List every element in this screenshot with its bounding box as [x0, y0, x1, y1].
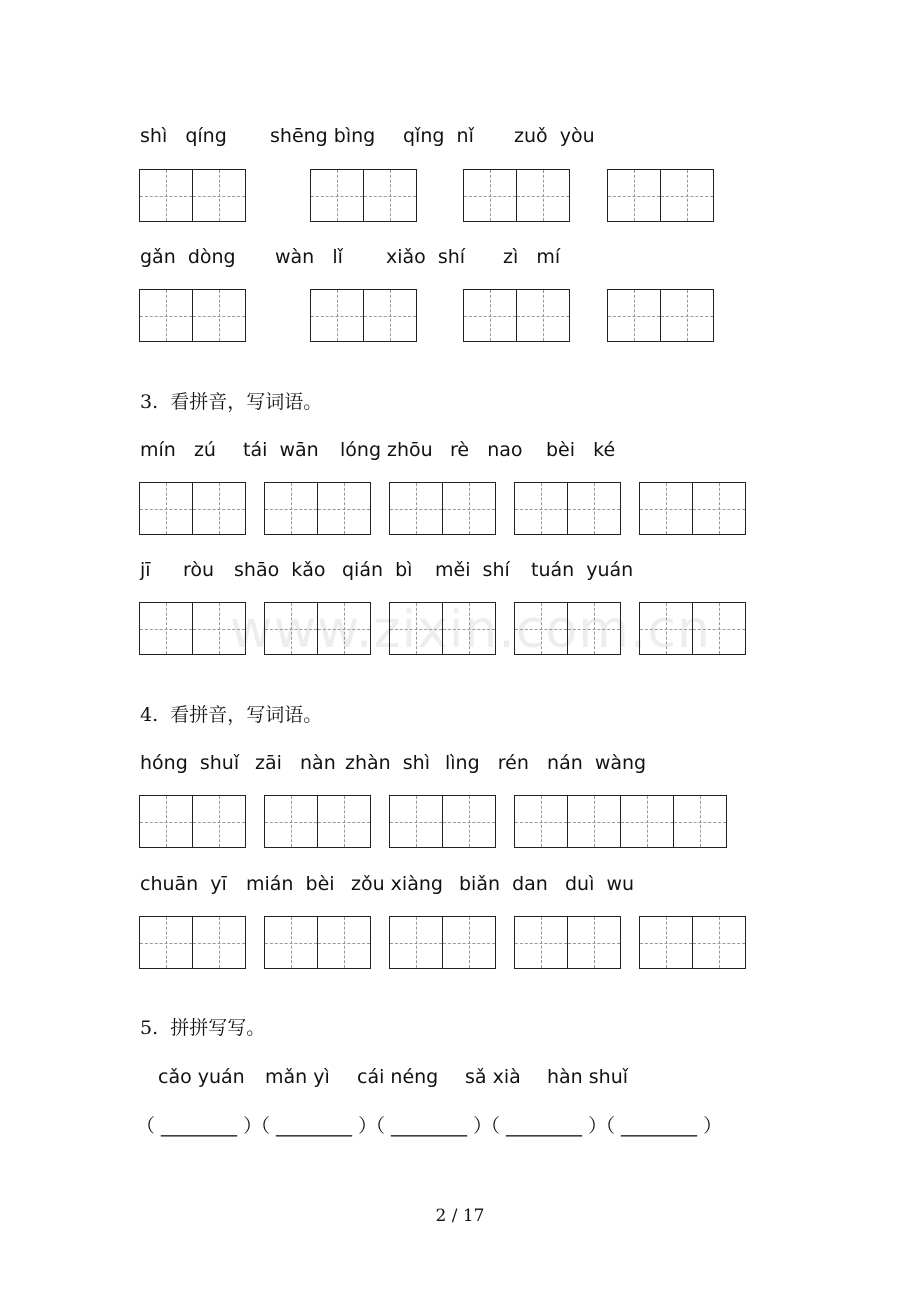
- writing-cell[interactable]: [692, 916, 746, 969]
- pinyin-label: wàn lǐ: [275, 246, 343, 268]
- writing-grid[interactable]: [514, 916, 621, 969]
- writing-grid[interactable]: [139, 795, 246, 848]
- pinyin-label: lóng zhōu: [340, 439, 433, 461]
- pinyin-label: qǐng nǐ: [403, 125, 474, 147]
- answer-blank[interactable]: （ ________ ）: [251, 1115, 378, 1137]
- answer-blank[interactable]: （ ________ ）: [366, 1115, 493, 1137]
- writing-grid[interactable]: [264, 482, 371, 535]
- pinyin-label: mǎn yì: [265, 1066, 330, 1088]
- pinyin-label: lìng rén nán wàng: [445, 752, 647, 774]
- writing-grid[interactable]: [639, 916, 746, 969]
- writing-cell[interactable]: [516, 169, 570, 222]
- writing-grid[interactable]: [514, 602, 621, 655]
- answer-blank[interactable]: （ ________ ）: [481, 1115, 608, 1137]
- writing-cell[interactable]: [639, 482, 693, 535]
- writing-grid[interactable]: [139, 916, 246, 969]
- writing-grid[interactable]: [264, 602, 371, 655]
- writing-grid[interactable]: [264, 795, 371, 848]
- pinyin-label: rè nao: [450, 439, 523, 461]
- writing-cell[interactable]: [660, 169, 714, 222]
- pinyin-label: chuān yī: [140, 873, 227, 895]
- writing-cell[interactable]: [139, 602, 193, 655]
- writing-cell[interactable]: [607, 169, 661, 222]
- pinyin-label: zǒu xiàng: [351, 873, 443, 895]
- pinyin-label: hàn shuǐ: [547, 1066, 629, 1088]
- writing-cell[interactable]: [192, 602, 246, 655]
- writing-cell[interactable]: [192, 916, 246, 969]
- pinyin-label: qián bì: [342, 559, 413, 581]
- section-title: 3. 看拼音，写词语。: [140, 391, 323, 413]
- writing-cell[interactable]: [567, 482, 621, 535]
- writing-cell[interactable]: [363, 289, 417, 342]
- pinyin-label: shēng bìng: [270, 125, 376, 147]
- writing-cell[interactable]: [514, 482, 568, 535]
- writing-cell[interactable]: [516, 289, 570, 342]
- writing-grid[interactable]: [514, 482, 621, 535]
- writing-grid[interactable]: [607, 289, 714, 342]
- writing-cell[interactable]: [463, 169, 517, 222]
- writing-cell[interactable]: [264, 602, 318, 655]
- writing-cell[interactable]: [692, 602, 746, 655]
- writing-grid[interactable]: [310, 169, 417, 222]
- pinyin-label: tái wān: [243, 439, 319, 461]
- writing-cell[interactable]: [442, 916, 496, 969]
- writing-cell[interactable]: [192, 169, 246, 222]
- pinyin-label: mín zú: [140, 439, 216, 461]
- pinyin-label: xiǎo shí: [386, 246, 466, 268]
- answer-blank[interactable]: （ ________ ）: [136, 1115, 263, 1137]
- writing-grid[interactable]: [389, 795, 496, 848]
- writing-cell[interactable]: [317, 795, 371, 848]
- writing-cell[interactable]: [442, 795, 496, 848]
- watermark: www.zixin.com.cn: [230, 600, 711, 660]
- pinyin-label: jī: [140, 559, 151, 581]
- pinyin-label: cái néng: [357, 1066, 439, 1088]
- writing-grid[interactable]: [139, 169, 246, 222]
- writing-cell[interactable]: [317, 602, 371, 655]
- writing-grid[interactable]: [389, 482, 496, 535]
- writing-cell[interactable]: [264, 916, 318, 969]
- writing-grid[interactable]: [139, 602, 246, 655]
- section-title: 5. 拼拼写写。: [140, 1017, 266, 1039]
- writing-cell[interactable]: [310, 289, 364, 342]
- writing-cell[interactable]: [567, 795, 621, 848]
- pinyin-label: gǎn dòng: [140, 246, 236, 268]
- writing-cell[interactable]: [192, 795, 246, 848]
- pinyin-label: zuǒ yòu: [514, 125, 595, 147]
- writing-cell[interactable]: [264, 482, 318, 535]
- writing-grid[interactable]: [463, 289, 570, 342]
- writing-grid[interactable]: [463, 169, 570, 222]
- writing-cell[interactable]: [264, 795, 318, 848]
- writing-cell[interactable]: [514, 795, 568, 848]
- pinyin-label: shāo kǎo: [234, 559, 326, 581]
- writing-cell[interactable]: [442, 602, 496, 655]
- writing-grid[interactable]: [389, 602, 496, 655]
- writing-cell[interactable]: [139, 482, 193, 535]
- pinyin-label: zhàn shì: [345, 752, 430, 774]
- writing-grid[interactable]: [639, 482, 746, 535]
- pinyin-label: tuán yuán: [531, 559, 634, 581]
- writing-cell[interactable]: [317, 916, 371, 969]
- writing-cell[interactable]: [567, 916, 621, 969]
- writing-cell[interactable]: [463, 289, 517, 342]
- writing-grid[interactable]: [514, 795, 727, 848]
- pinyin-label: měi shí: [435, 559, 510, 581]
- pinyin-label: ròu: [183, 559, 215, 581]
- pinyin-label: biǎn dan: [459, 873, 548, 895]
- pinyin-label: bèi ké: [546, 439, 616, 461]
- writing-cell[interactable]: [389, 795, 443, 848]
- writing-cell[interactable]: [192, 289, 246, 342]
- pinyin-label: zāi nàn: [255, 752, 336, 774]
- writing-grid[interactable]: [139, 482, 246, 535]
- writing-cell[interactable]: [363, 169, 417, 222]
- writing-cell[interactable]: [317, 482, 371, 535]
- writing-cell[interactable]: [389, 482, 443, 535]
- writing-cell[interactable]: [660, 289, 714, 342]
- writing-cell[interactable]: [607, 289, 661, 342]
- writing-cell[interactable]: [620, 795, 674, 848]
- writing-cell[interactable]: [442, 482, 496, 535]
- writing-cell[interactable]: [567, 602, 621, 655]
- writing-grid[interactable]: [607, 169, 714, 222]
- writing-grid[interactable]: [389, 916, 496, 969]
- pinyin-label: zì mí: [503, 246, 561, 268]
- writing-cell[interactable]: [139, 916, 193, 969]
- writing-grid[interactable]: [310, 289, 417, 342]
- writing-cell[interactable]: [389, 916, 443, 969]
- pinyin-label: duì wu: [565, 873, 635, 895]
- writing-cell[interactable]: [192, 482, 246, 535]
- writing-cell[interactable]: [639, 916, 693, 969]
- writing-grid[interactable]: [139, 289, 246, 342]
- writing-grid[interactable]: [639, 602, 746, 655]
- writing-cell[interactable]: [310, 169, 364, 222]
- writing-cell[interactable]: [514, 916, 568, 969]
- writing-cell[interactable]: [514, 602, 568, 655]
- page-number: 2 / 17: [435, 1206, 485, 1226]
- section-title: 4. 看拼音，写词语。: [140, 704, 323, 726]
- writing-cell[interactable]: [692, 482, 746, 535]
- writing-cell[interactable]: [389, 602, 443, 655]
- writing-cell[interactable]: [639, 602, 693, 655]
- pinyin-label: sǎ xià: [465, 1066, 521, 1088]
- writing-cell[interactable]: [139, 289, 193, 342]
- pinyin-label: cǎo yuán: [158, 1066, 245, 1088]
- writing-cell[interactable]: [139, 169, 193, 222]
- pinyin-label: hóng shuǐ: [140, 752, 240, 774]
- pinyin-label: shì qíng: [140, 125, 227, 147]
- writing-cell[interactable]: [139, 795, 193, 848]
- writing-cell[interactable]: [673, 795, 727, 848]
- answer-blank[interactable]: （ ________ ）: [596, 1115, 723, 1137]
- pinyin-label: mián bèi: [246, 873, 335, 895]
- writing-grid[interactable]: [264, 916, 371, 969]
